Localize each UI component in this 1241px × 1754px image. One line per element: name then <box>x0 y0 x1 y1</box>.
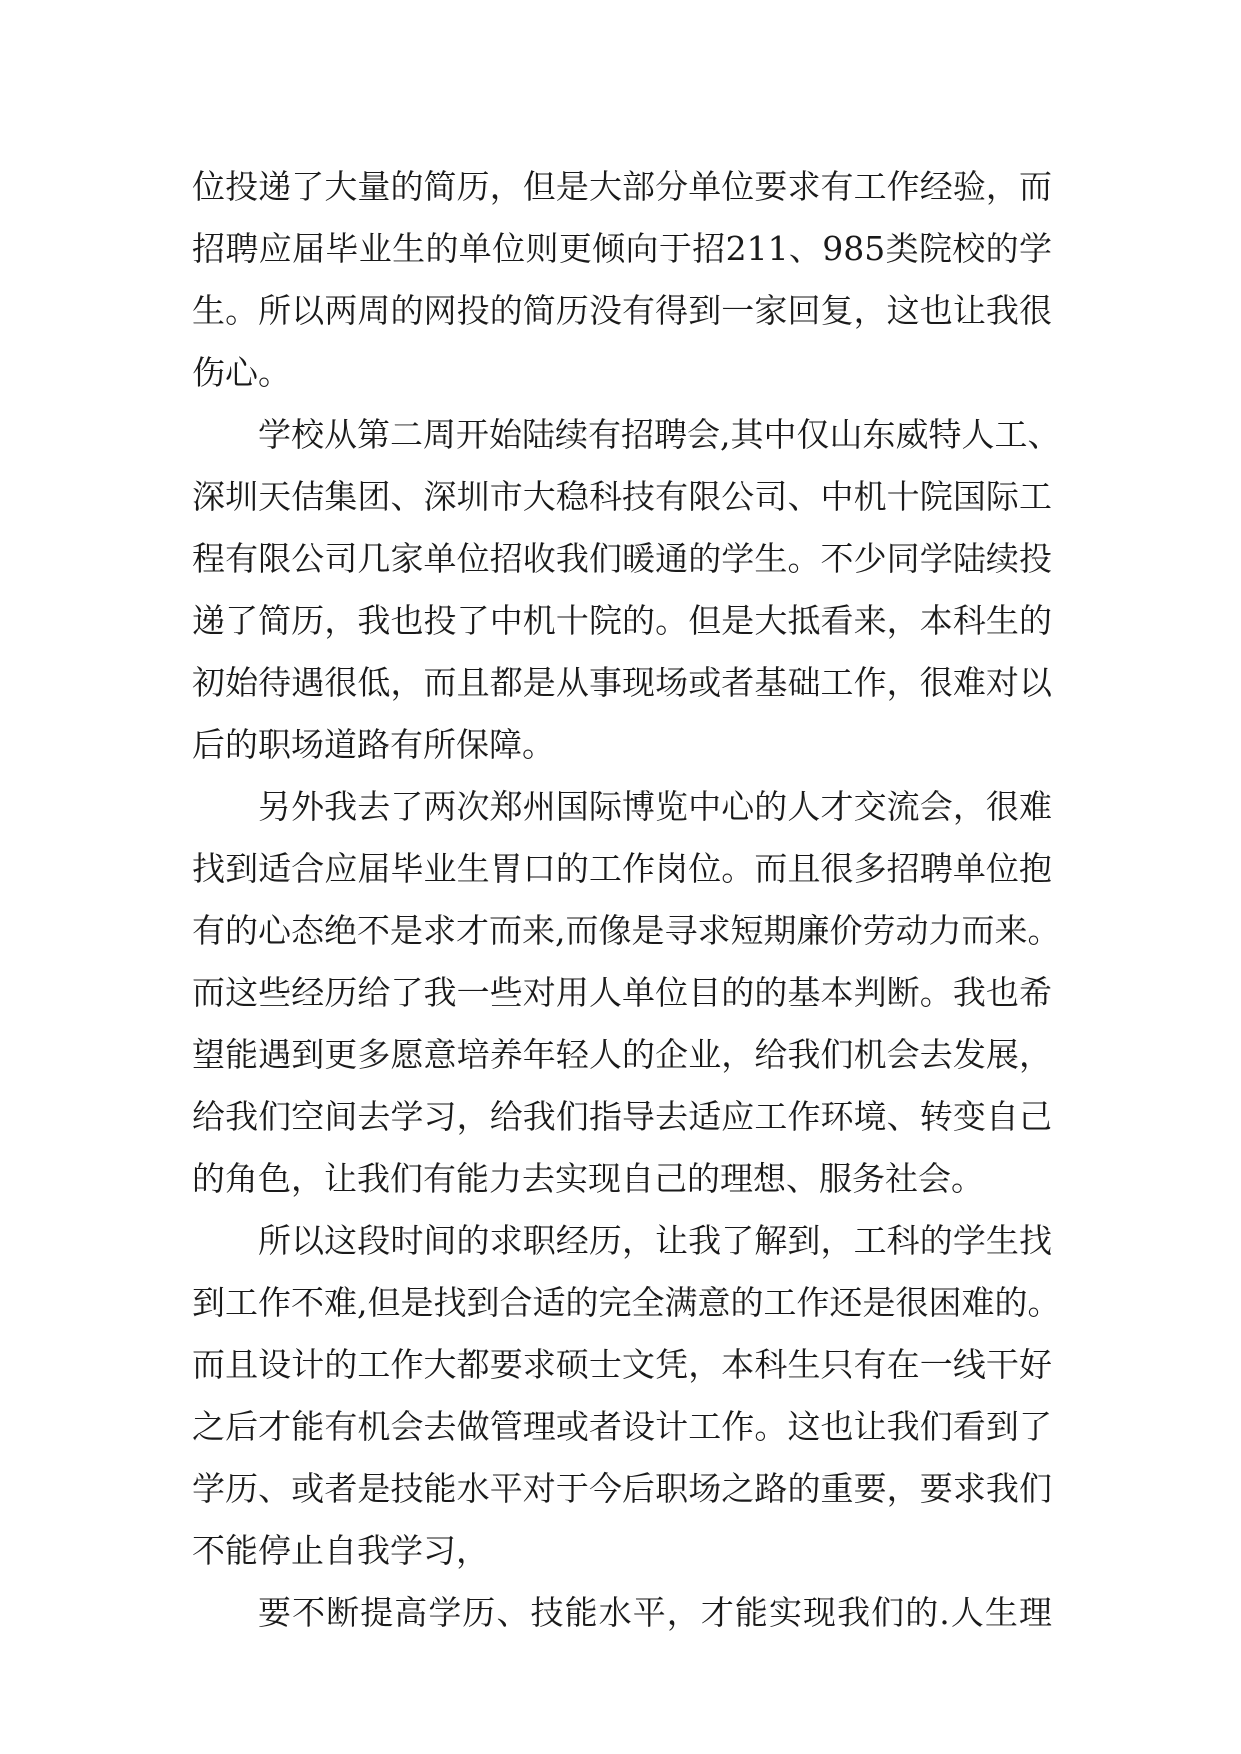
text-line: 生。所以两周的网投的简历没有得到一家回复，这也让我很 <box>192 291 1052 330</box>
text-line: 后的职场道路有所保障。 <box>192 725 555 764</box>
text-line: 招聘应届毕业生的单位则更倾向于招211、985类院校的学 <box>192 229 1052 268</box>
text-line: 望能遇到更多愿意培养年轻人的企业，给我们机会去发展， <box>192 1035 1052 1074</box>
paragraph-first-line: 学校从第二周开始陆续有招聘会,其中仅山东威特人工、 <box>258 415 1061 454</box>
text-line: 不能停止自我学习， <box>192 1531 489 1570</box>
text-line: 伤心。 <box>192 353 291 392</box>
text-line: 初始待遇很低，而且都是从事现场或者基础工作，很难对以 <box>192 663 1052 702</box>
body-text <box>192 156 1061 1644</box>
text-line: 程有限公司几家单位招收我们暖通的学生。不少同学陆续投 <box>192 539 1052 578</box>
text-line: 而这些经历给了我一些对用人单位目的的基本判断。我也希 <box>192 973 1052 1012</box>
text-line: 而且设计的工作大都要求硕士文凭，本科生只有在一线干好 <box>192 1345 1052 1384</box>
text-line: 找到适合应届毕业生胃口的工作岗位。而且很多招聘单位抱 <box>192 849 1052 888</box>
paragraph-first-line: 要不断提高学历、技能水平，才能实现我们的.人生理 <box>258 1593 1052 1632</box>
paragraph-first-line: 所以这段时间的求职经历，让我了解到，工科的学生找 <box>258 1221 1052 1260</box>
text-line: 之后才能有机会去做管理或者设计工作。这也让我们看到了 <box>192 1407 1052 1446</box>
text-line: 学历、或者是技能水平对于今后职场之路的重要，要求我们 <box>192 1469 1052 1508</box>
paragraph-first-line: 另外我去了两次郑州国际博览中心的人才交流会，很难 <box>258 787 1052 826</box>
text-line: 有的心态绝不是求才而来,而像是寻求短期廉价劳动力而来。 <box>192 911 1061 950</box>
text-line: 位投递了大量的简历，但是大部分单位要求有工作经验，而 <box>192 167 1052 206</box>
text-line: 到工作不难,但是找到合适的完全满意的工作还是很困难的。 <box>192 1283 1061 1322</box>
text-line: 给我们空间去学习，给我们指导去适应工作环境、转变自己 <box>192 1097 1052 1136</box>
text-line: 的角色，让我们有能力去实现自己的理想、服务社会。 <box>192 1159 984 1198</box>
text-line: 递了简历，我也投了中机十院的。但是大抵看来，本科生的 <box>192 601 1052 640</box>
text-line: 深圳天佶集团、深圳市大稳科技有限公司、中机十院国际工 <box>192 477 1052 516</box>
